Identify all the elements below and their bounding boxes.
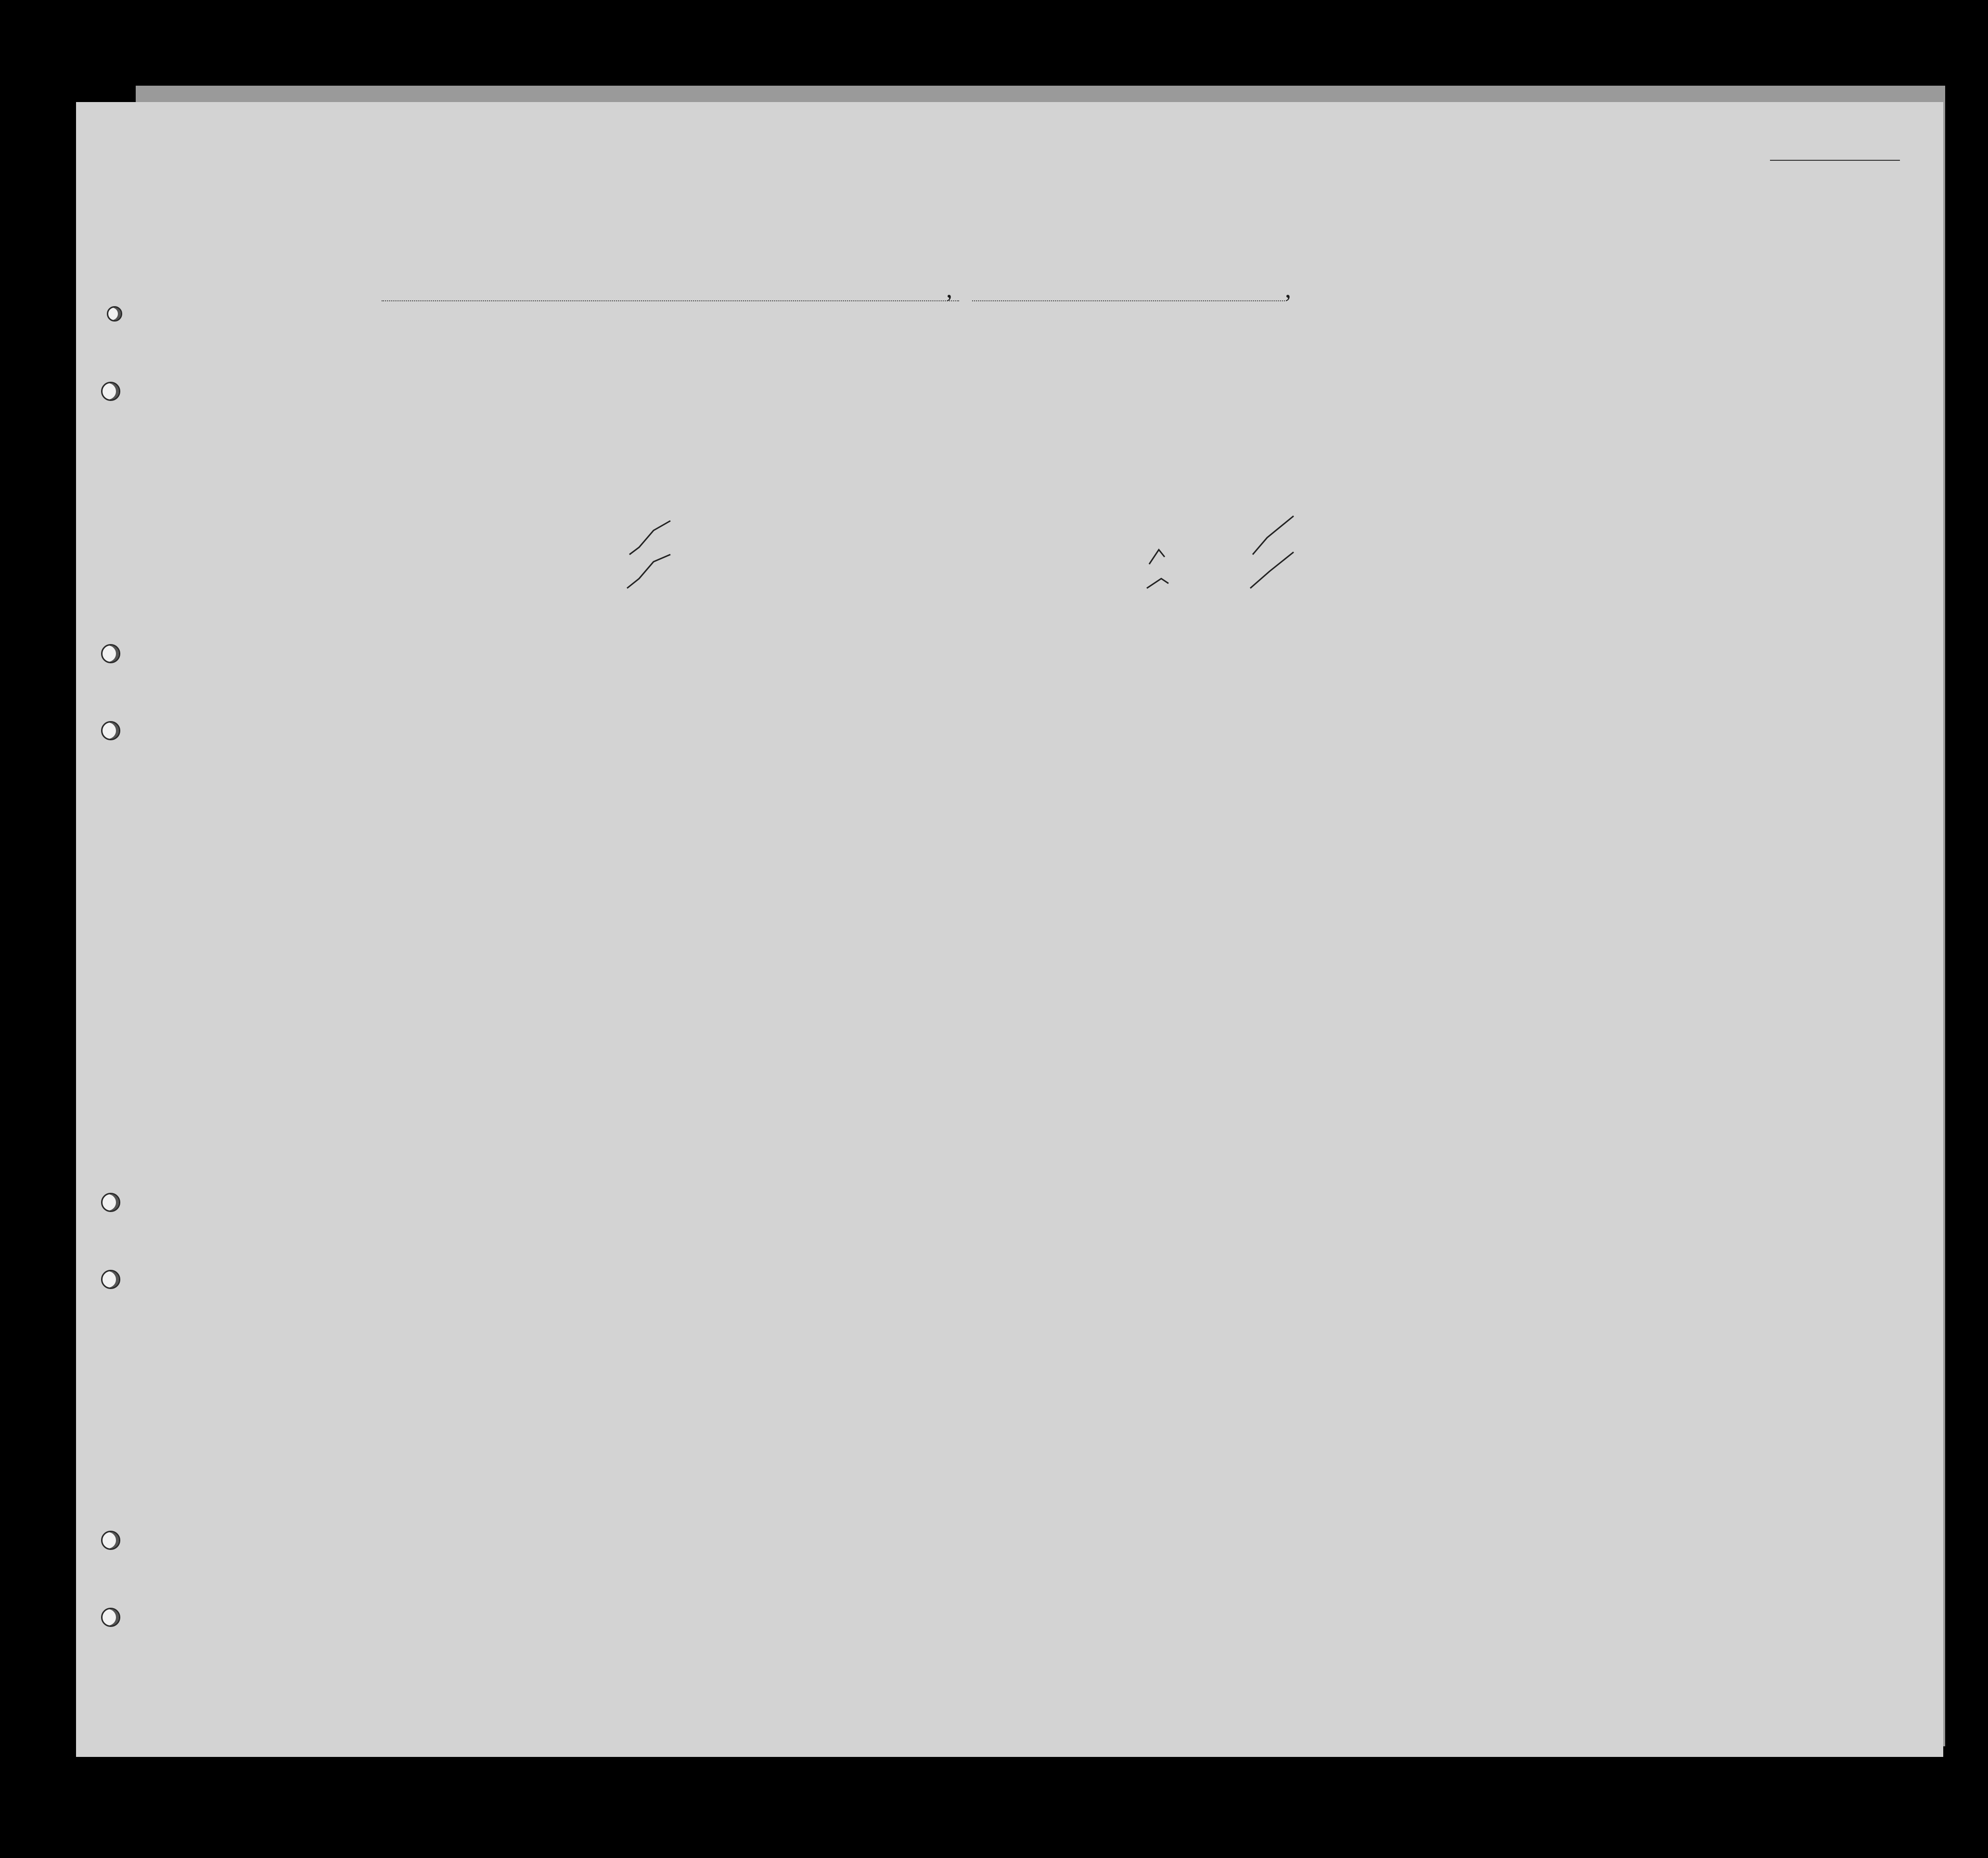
manifest-sheet: [76, 102, 1943, 1757]
binder-hole: [101, 1608, 120, 1627]
binder-hole: [101, 644, 120, 663]
binder-hole: [101, 721, 120, 740]
binder-hole: [101, 1531, 120, 1550]
binder-hole: [101, 382, 120, 401]
binder-hole: [101, 1270, 120, 1289]
comma-2: ,: [1285, 276, 1291, 303]
binder-hole: [101, 1193, 120, 1212]
check-marks: [76, 102, 1943, 1757]
binder-ring-top: [107, 306, 122, 322]
comma-1: ,: [946, 276, 952, 303]
